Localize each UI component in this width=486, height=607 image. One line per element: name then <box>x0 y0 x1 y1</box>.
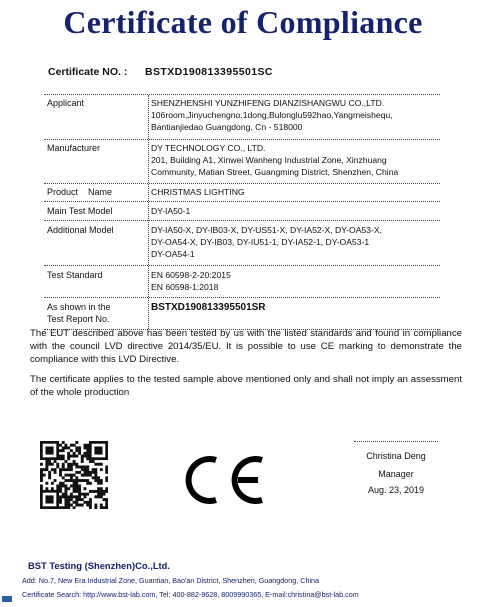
signature-line <box>354 441 438 442</box>
row-divider <box>44 139 440 140</box>
manufacturer-line-1: DY TECHNOLOGY CO., LTD. <box>151 143 266 153</box>
row-divider <box>44 201 440 202</box>
manufacturer-line-2: 201, Building A1, Xinwei Wanheng Industrial Zone, Xinzhuang <box>151 155 387 165</box>
test-standard-line-2: EN 60598-1:2018 <box>151 282 219 292</box>
applicant-line-1: SHENZHENSHI YUNZHIFENG DIANZISHANGWU CO.,LTD. <box>151 98 385 108</box>
additional-model-line-1: DY-IA50-X, DY-IB03-X, DY-US51-X, DY-IA52-X, DY-OA53-X, <box>151 225 383 235</box>
main-test-model-label: Main Test Model <box>47 206 113 216</box>
column-divider <box>148 95 149 329</box>
main-test-model-value: DY-IA50-1 <box>151 206 191 216</box>
test-report-label: As shown in the Test Report No. <box>47 302 111 324</box>
row-divider <box>44 183 440 184</box>
additional-model-value <box>151 224 441 260</box>
certificate-number-label: Certificate NO. : <box>48 66 128 78</box>
additional-model-label: Additional Model <box>47 225 114 235</box>
test-standard-line-1: EN 60598-2-20:2015 <box>151 270 231 280</box>
ce-mark-logo <box>176 454 272 506</box>
additional-model-line-2: DY-OA54-X, DY-IB03, DY-IU51-1, DY-IA52-1, DY-OA53-1 <box>151 237 370 247</box>
row-divider <box>44 220 440 221</box>
certificate-title: Certificate of Compliance <box>63 4 423 40</box>
certificate-number-value: BSTXD190813395501SC <box>145 66 273 78</box>
manufacturer-line-3: Community, Matian Street, Guangming District, Shenzhen, China <box>151 167 399 177</box>
test-standard-label: Test Standard <box>47 270 103 280</box>
issuer-address: Add: No.7, New Era Industrial Zone, Guantian, Bao'an District, Shenzhen, Guangdong, China <box>22 576 320 585</box>
signature-date: Aug. 23, 2019 <box>367 485 425 495</box>
product-name-label: Product Name <box>47 187 113 197</box>
applicant-line-3: Bantianjiedao Guangdong, Cn - 518000 <box>151 122 303 132</box>
manufacturer-value <box>151 142 441 178</box>
test-report-number: BSTXD190813395501SR <box>151 302 266 313</box>
qr-code <box>40 441 108 509</box>
issuer-company: BST Testing (Shenzhen)Co.,Ltd. <box>28 560 171 571</box>
compliance-statement: The EUT described above has been tested by us with the listed standards and found in compliance with the council LVD directive 2014/35/EU. It is possible to use CE marking to demonstrate the compliance with this LVD Directive. <box>30 328 462 365</box>
applicant-value <box>151 97 441 133</box>
row-divider <box>44 265 440 266</box>
test-standard-value <box>151 269 441 293</box>
applicant-label: Applicant <box>47 98 85 108</box>
applicant-line-2: 106room,Jinyuchengno.1dong,Bulonglu592hao,Yangmeishequ, <box>151 110 393 120</box>
issuer-contact: Certificate Search: http://www.bst-lab.com, Tel: 400-882-9628, 8009990365, E-mail:christina@bst-lab.com <box>22 590 359 599</box>
page-corner-mark <box>2 596 12 602</box>
signatory-name: Christina Deng <box>366 451 426 461</box>
additional-model-line-3: DY-OA54-1 <box>151 249 195 259</box>
row-divider <box>44 297 440 298</box>
signatory-title: Manager <box>378 469 414 479</box>
product-name-value: CHRISTMAS LIGHTING <box>151 187 245 197</box>
certificate-details-table <box>44 94 440 330</box>
scope-statement: The certificate applies to the tested sample above mentioned only and shall not imply an assessment of the whole production <box>30 374 462 398</box>
manufacturer-label: Manufacturer <box>47 143 101 153</box>
